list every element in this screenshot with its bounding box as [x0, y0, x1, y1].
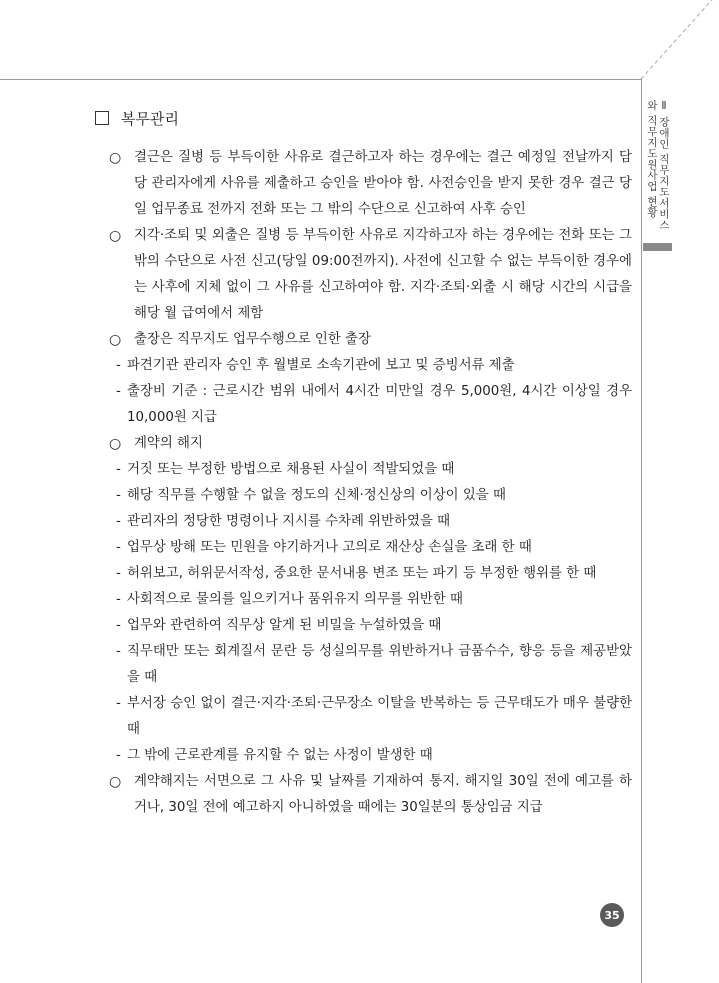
- sub-item: [92, 613, 632, 639]
- item-text: 부서장 승인 없이 결근·지각·조퇴·근무장소 이탈을 반복하는 등 근무태도가 매우 불량한 때: [127, 696, 632, 737]
- item-text: 허위보고, 허위문서작성, 중요한 문서내용 변조 또는 파기 등 부정한 행위를 한 때: [127, 566, 597, 581]
- dash-bullet-icon: -: [116, 384, 121, 399]
- circle-bullet-icon: ○: [109, 150, 122, 166]
- document-body: [92, 108, 632, 821]
- dash-bullet-icon: -: [116, 358, 121, 373]
- bullet-item: [92, 145, 632, 223]
- item-text: 업무와 관련하여 직무상 알게 된 비밀을 누설하였을 때: [127, 618, 442, 633]
- dash-bullet-icon: -: [116, 618, 121, 633]
- dash-bullet-icon: -: [116, 748, 121, 763]
- sub-item: [92, 743, 632, 769]
- item-text: 출장비 기준 : 근로시간 범위 내에서 4시간 미만일 경우 5,000원, 4시간 이상일 경우 10,000원 지급: [127, 384, 632, 425]
- item-text: 관리자의 정당한 명령이나 지시를 수차례 위반하였을 때: [127, 514, 451, 529]
- dash-bullet-icon: -: [116, 566, 121, 581]
- bullet-item: [92, 769, 632, 821]
- dash-bullet-icon: -: [116, 592, 121, 607]
- item-text: 지각·조퇴 및 외출은 질병 등 부득이한 사유로 지각하고자 하는 경우에는 전화 또는 그 밖의 수단으로 사전 신고(당일 09:00전까지). 사전에 신고할 수 없는 부득이한 경우에는 사후에 지체 없이 그 사유를 신고하여야 함. 지각·조퇴·외출 시 해당 시간의 시급을 해당 월 급여에서 제함: [134, 228, 632, 321]
- item-text: 파견기관 관리자 승인 후 월별로 소속기관에 보고 및 증빙서류 제출: [127, 358, 515, 373]
- page-number: 35: [600, 903, 624, 927]
- circle-bullet-icon: ○: [109, 436, 122, 452]
- bullet-item: [92, 327, 632, 353]
- bullet-item: [92, 223, 632, 327]
- circle-bullet-icon: ○: [109, 332, 122, 348]
- section-heading: [92, 108, 632, 128]
- item-text: 직무태만 또는 회계질서 문란 등 성실의무를 위반하거나 금품수수, 향응 등을 제공받았을 때: [127, 644, 632, 685]
- dash-bullet-icon: -: [116, 540, 121, 555]
- circle-bullet-icon: ○: [109, 774, 122, 790]
- item-text: 그 밖에 근로관계를 유지할 수 없는 사정이 발생한 때: [127, 748, 433, 763]
- sub-item: [92, 353, 632, 379]
- sub-item: [92, 457, 632, 483]
- item-list: [92, 145, 632, 821]
- sub-item: [92, 587, 632, 613]
- item-text: 계약해지는 서면으로 그 사유 및 날짜를 기재하여 통지. 해지일 30일 전에 예고를 하거나, 30일 전에 예고하지 아니하였을 때에는 30일분의 통상임금 지급: [134, 774, 632, 815]
- sub-item: [92, 691, 632, 743]
- chapter-side-bar: [643, 243, 672, 251]
- bullet-item: [92, 431, 632, 457]
- dash-bullet-icon: -: [116, 696, 121, 711]
- dash-bullet-icon: -: [116, 644, 121, 659]
- sub-item: [92, 561, 632, 587]
- sub-item: [92, 379, 632, 431]
- dash-bullet-icon: -: [116, 514, 121, 529]
- chapter-side-label: Ⅱ 장애인 직무지도서비스와 직무지도원사업 현황: [646, 100, 670, 231]
- sub-item: [92, 639, 632, 691]
- item-text: 거짓 또는 부정한 방법으로 채용된 사실이 적발되었을 때: [127, 462, 455, 477]
- section-title: 복무관리: [121, 109, 179, 128]
- circle-bullet-icon: ○: [109, 228, 122, 244]
- dash-bullet-icon: -: [116, 462, 121, 477]
- sub-item: [92, 535, 632, 561]
- item-text: 출장은 직무지도 업무수행으로 인한 출장: [134, 332, 371, 347]
- item-text: 결근은 질병 등 부득이한 사유로 결근하고자 하는 경우에는 결근 예정일 전날까지 담당 관리자에게 사유를 제출하고 승인을 받아야 함. 사전승인을 받지 못한 경우 결근 당일 업무종료 전까지 전화 또는 그 밖의 수단으로 신고하여 사후 승인: [134, 150, 632, 217]
- dash-bullet-icon: -: [116, 488, 121, 503]
- checkbox-square-icon: [95, 111, 109, 125]
- item-text: 업무상 방해 또는 민원을 야기하거나 고의로 재산상 손실을 초래 한 때: [127, 540, 532, 555]
- item-text: 사회적으로 물의를 일으키거나 품위유지 의무를 위반한 때: [127, 592, 463, 607]
- item-text: 계약의 해지: [134, 436, 203, 451]
- sub-item: [92, 483, 632, 509]
- sub-item: [92, 509, 632, 535]
- item-text: 해당 직무를 수행할 수 없을 정도의 신체·정신상의 이상이 있을 때: [127, 488, 506, 503]
